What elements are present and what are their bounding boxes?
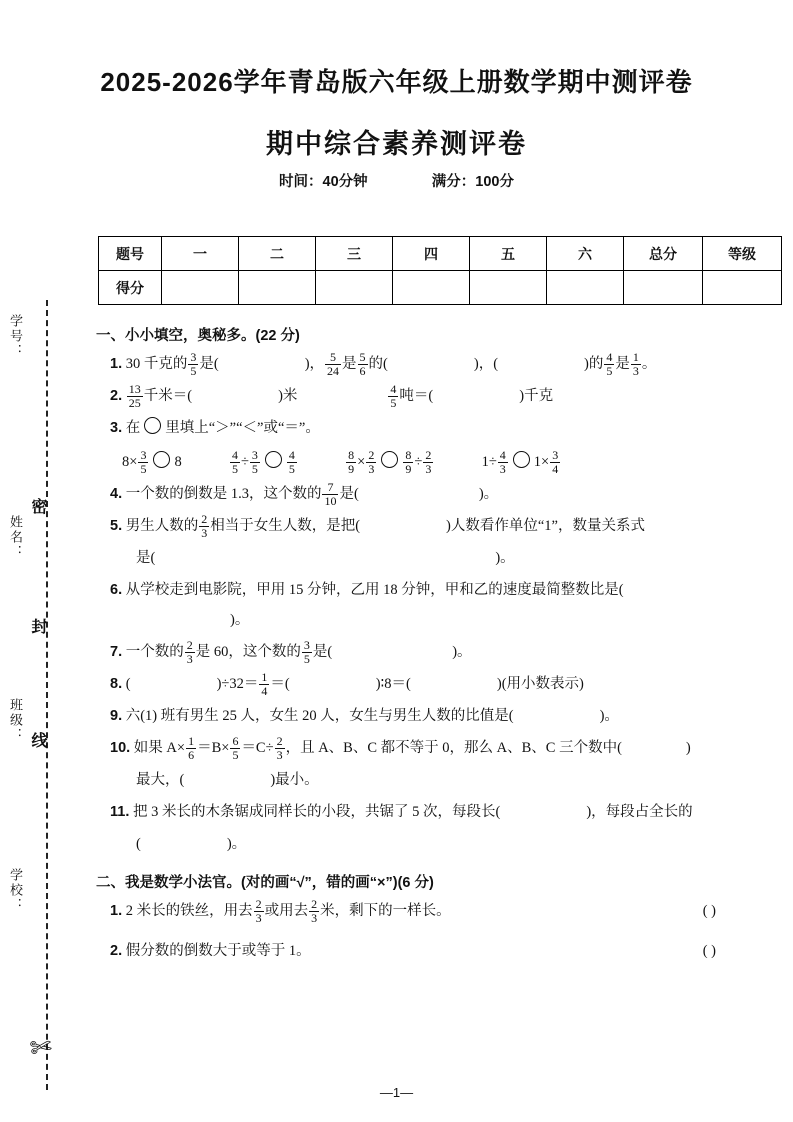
q5-p1: 男生人数的 [125,518,199,534]
question-6 [96,575,716,635]
q8-index: 8. [110,676,123,692]
q2-p1: 千米＝( [143,388,193,404]
q1-p6: )，( [473,356,499,372]
q3-text-2: 里填上“＞”“＜”或“＝”。 [165,420,320,436]
q10-index: 10. [110,740,131,756]
q10-p4: ，且 A、B、C 都不等于 0，那么 A、B、C 三个数中( [285,740,622,756]
q9-p2: )。 [599,708,619,724]
expr-d-left: 1÷ [481,454,497,470]
label-xuexiao: 学校： [8,868,23,913]
exam-meta [0,170,793,191]
truefalse-1 [96,896,716,926]
fraction-3-4: $\frac{3}{4}$ [552,447,559,476]
section-2-title: 二、我是数学小法官。(对的画“√”，错的画“×”)(6 分) [96,875,434,891]
fraction-2-3c: $\frac{2}{3}$ [201,511,208,540]
q5-p4: 是( [136,550,156,566]
cell-total: 总分 [624,237,703,271]
cell-3: 三 [316,237,393,271]
cell-score-1[interactable] [162,271,239,305]
question-4 [96,479,716,509]
label-xian: 线 [29,732,46,748]
label-xingming: 姓名： [8,515,23,560]
circle-blank-icon[interactable] [144,417,161,434]
q11-index: 11. [110,804,130,820]
q1-p5: 的( [368,356,388,372]
cell-1: 一 [162,237,239,271]
q7-p1: 一个数的 [125,644,184,660]
t1-p2: 或用去 [264,903,309,919]
fraction-4-5d: $\frac{4}{5}$ [231,447,238,476]
q1-p3: )， [304,356,325,372]
q4-p3: )。 [478,486,499,502]
cell-6: 六 [547,237,624,271]
cell-4: 四 [393,237,470,271]
q8-p1: ( [125,676,131,692]
label-banji: 班级： [8,698,23,743]
q5-p2: 相当于女生人数，是把( [210,518,361,534]
question-7 [96,637,716,667]
table-row [99,237,782,271]
cell-score-grade[interactable] [703,271,782,305]
scissors-icon: ✄ [28,1031,54,1064]
fraction-4-3: $\frac{4}{3}$ [499,447,506,476]
fraction-3-5c: $\frac{3}{5}$ [140,447,147,476]
fraction-5-24: $\frac{5}{24}$ [327,349,340,378]
q9-index: 9. [110,708,123,724]
fraction-2-3f: $\frac{2}{3}$ [255,896,262,925]
expr-c-op: × [357,454,366,470]
question-9 [96,701,716,731]
q2-p2: )米 [278,388,298,404]
q2-index: 2. [110,388,123,404]
time-label: 时间：40分钟 [279,174,368,190]
expr-a-left: 8× [122,454,138,470]
q7-p4: )。 [452,644,472,660]
expr-b-op: ÷ [240,454,249,470]
fraction-1-4: $\frac{1}{4}$ [261,669,268,698]
fraction-2-3d: $\frac{2}{3}$ [186,637,193,666]
q3-index: 3. [110,420,123,436]
seal-strip [0,300,64,1100]
label-feng: 封 [29,618,46,634]
fraction-2-3b: $\frac{2}{3}$ [425,447,432,476]
t2-p1: 假分数的倒数大于或等于 1。 [125,943,311,959]
page-number: —1— [379,1085,414,1100]
table-row [99,271,782,305]
question-11 [96,797,716,827]
expr-a-right: 8 [174,454,182,470]
truefalse-2 [96,936,716,966]
q1-p8: 是 [615,356,630,372]
t2-index: 2. [110,943,123,959]
q5-p5: )。 [495,550,515,566]
question-5 [96,511,716,541]
fraction-6-5: $\frac{6}{5}$ [232,733,239,762]
expr-d-right: 1× [533,454,550,470]
cell-score-6[interactable] [547,271,624,305]
q4-p2: 是( [339,486,359,502]
q11-p3: ( [136,836,141,852]
cell-grade: 等级 [703,237,782,271]
q6-p2: )。 [230,612,250,628]
seal-dashed-line [46,300,48,1090]
question-5-cont [96,543,716,573]
fraction-2-3e: $\frac{2}{3}$ [276,733,283,762]
cell-5: 五 [470,237,547,271]
q10-p2: ＝B× [197,740,230,756]
t1-answer-box[interactable]: ( ) [702,903,716,919]
cell-score-3[interactable] [316,271,393,305]
q7-index: 7. [110,644,123,660]
t1-p1: 2 米长的铁丝，用去 [125,903,253,919]
fraction-2-3: $\frac{2}{3}$ [368,447,375,476]
t1-p3: 米，剩下的一样长。 [320,903,451,919]
q2-p3: 吨＝( [399,388,434,404]
exam-body [96,318,716,968]
q8-p5: )(用小数表示) [496,676,584,692]
question-1 [96,349,716,379]
q7-p3: 是( [312,644,333,660]
fraction-8-9b: $\frac{8}{9}$ [405,447,412,476]
question-11-cont [96,829,716,859]
q1-index: 1. [110,356,123,372]
fraction-3-5: $\frac{3}{5}$ [190,349,197,378]
cell-score-2[interactable] [239,271,316,305]
q7-p2: 是 60，这个数的 [195,644,301,660]
q3-text-1: 在 [125,420,141,436]
fraction-5-6: $\frac{5}{6}$ [359,349,366,378]
q5-p3: )人数看作单位“1”，数量关系式 [446,518,645,534]
q10-p3: ＝C÷ [241,740,274,756]
cell-score-5[interactable] [470,271,547,305]
circle-blank-icon[interactable] [381,451,398,468]
fraction-13-25: $\frac{13}{25}$ [128,381,141,410]
cell-2: 二 [239,237,316,271]
exam-subtitle: 期中综合素养测评卷 [266,129,527,159]
fraction-8-9: $\frac{8}{9}$ [348,447,355,476]
q9-p1: 六(1) 班有男生 25 人，女生 20 人，女生与男生人数的比值是( [125,708,514,724]
q4-p1: 一个数的倒数是 1.3，这个数的 [125,486,322,502]
fraction-4-5e: $\frac{4}{5}$ [288,447,295,476]
fraction-4-5: $\frac{4}{5}$ [606,349,613,378]
q1-p7: )的 [584,356,604,372]
expr-c-op2: ÷ [414,454,423,470]
q1-p1: 30 千克的 [125,356,188,372]
q2-p4: )千克 [519,388,554,404]
score-table [98,236,782,305]
circle-blank-icon[interactable] [153,451,170,468]
cell-得分: 得分 [99,271,162,305]
cell-题号: 题号 [99,237,162,271]
cell-score-total[interactable] [624,271,703,305]
q1-p2: 是( [199,356,219,372]
question-2 [96,381,716,411]
question-8 [96,669,716,699]
q10-p6: 最大，( [136,772,185,788]
question-10-cont [96,765,716,795]
fraction-4-5b: $\frac{4}{5}$ [390,381,397,410]
t2-answer-box[interactable]: ( ) [702,943,716,959]
label-xuehao: 学号： [8,314,23,359]
q11-p1: 把 3 米长的木条锯成同样长的小段，共锯了 5 次，每段长( [132,804,501,820]
q11-p4: )。 [226,836,247,852]
q1-p4: 是 [342,356,357,372]
q8-p4: )∶8＝( [375,676,411,692]
q6-p1: 从学校走到电影院，甲用 15 分钟，乙用 18 分钟，甲和乙的速度最简整数比是( [125,582,624,598]
fraction-3-5d: $\frac{3}{5}$ [251,447,258,476]
q11-p2: )，每段占全长的 [586,804,693,820]
section-1-title: 一、小小填空，奥秘多。(22 分) [96,328,300,344]
question-10 [96,733,716,763]
fraction-3-5e: $\frac{3}{5}$ [303,637,310,666]
question-3 [96,413,716,443]
q10-p7: )最小。 [270,772,319,788]
q6-index: 6. [110,582,123,598]
label-mi: 密 [29,498,46,514]
t1-index: 1. [110,903,123,919]
fraction-1-3: $\frac{1}{3}$ [632,349,639,378]
fraction-2-3g: $\frac{2}{3}$ [311,896,318,925]
page-title: 2025-2026学年青岛版六年级上册数学期中测评卷 [100,67,693,97]
q1-p9: 。 [641,356,657,372]
cell-score-4[interactable] [393,271,470,305]
q10-p5: ) [685,740,691,756]
full-score-label: 满分：100分 [431,174,514,190]
question-3-expressions [96,445,716,479]
fraction-1-6: $\frac{1}{6}$ [188,733,195,762]
circle-blank-icon[interactable] [513,451,530,468]
q8-p2: )÷32＝ [216,676,259,692]
q10-p1: 如果 A× [133,740,186,756]
q4-index: 4. [110,486,123,502]
circle-blank-icon[interactable] [265,451,282,468]
fraction-7-10: $\frac{7}{10}$ [324,479,337,508]
q8-p3: ＝( [270,676,290,692]
q5-index: 5. [110,518,123,534]
